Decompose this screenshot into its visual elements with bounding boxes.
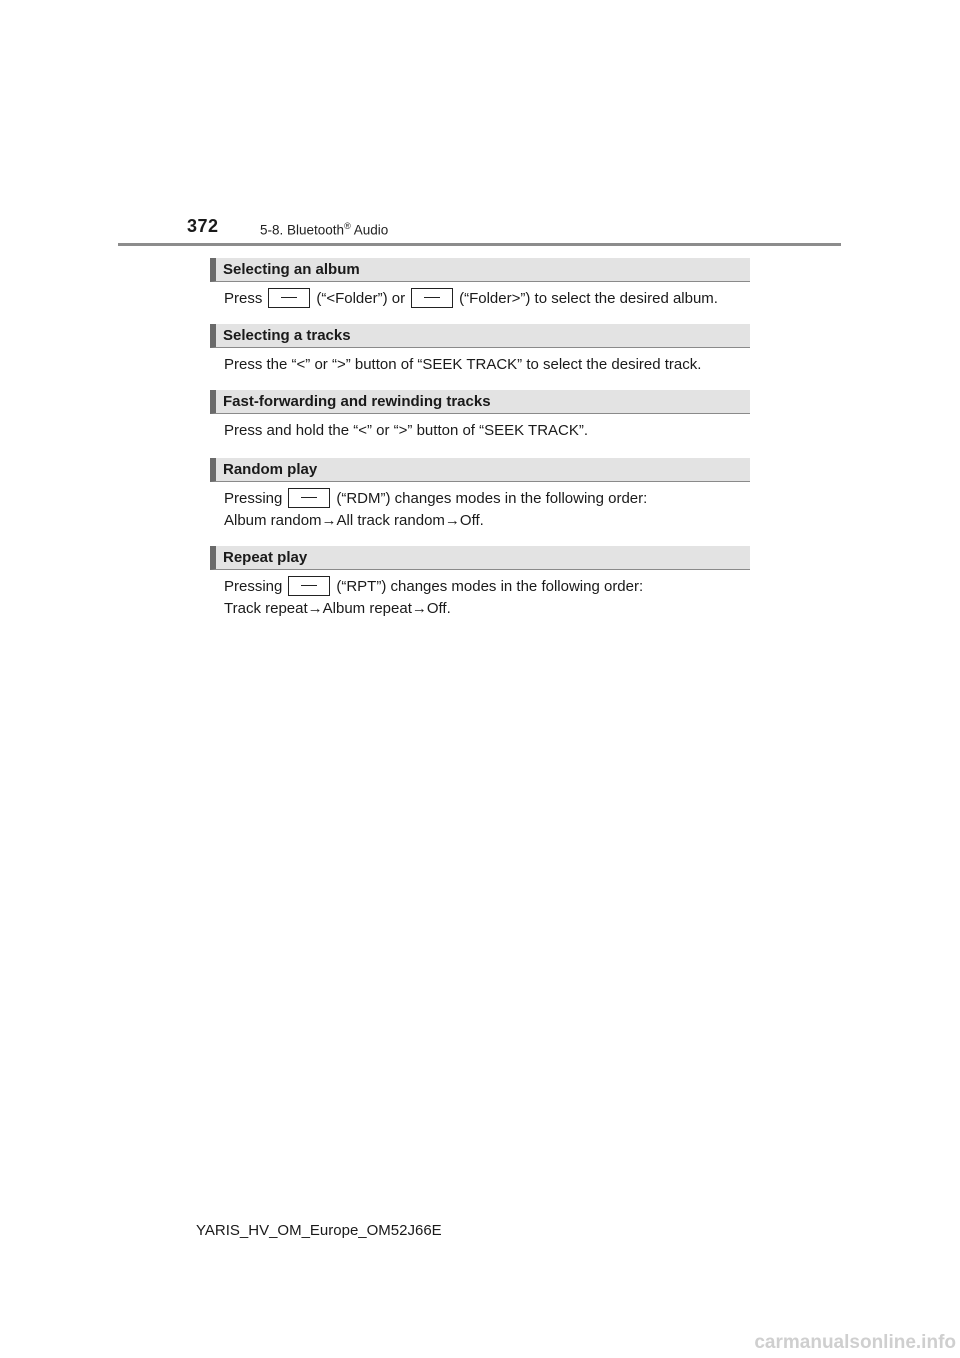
registered-mark: ® [344, 221, 351, 231]
section-prefix: 5-8. Bluetooth [260, 222, 345, 238]
section-path [260, 221, 388, 238]
folder-up-button-icon [411, 288, 453, 308]
repeat-order: Track repeat→Album repeat→Off. [224, 600, 451, 617]
album-text-mid: (“<Folder”) or [316, 290, 406, 307]
para-fast-forward: Press and hold the “<” or “>” button of “SEEK TRACK”. [224, 422, 589, 439]
album-text-after: (“Folder>”) to select the desired album. [459, 290, 718, 307]
rpt-button-icon [288, 576, 330, 596]
para-selecting-tracks: Press the “<” or “>” button of “SEEK TRACK” to select the desired track. [224, 356, 702, 373]
heading-random-play: Random play [210, 458, 750, 482]
rdm-button-icon [288, 488, 330, 508]
para-selecting-album [210, 288, 750, 310]
heading-selecting-album: Selecting an album [210, 258, 750, 282]
random-text-after: (“RDM”) changes modes in the following order: [336, 490, 648, 507]
header-rule [118, 243, 841, 246]
repeat-text-after: (“RPT”) changes modes in the following order: [336, 578, 644, 595]
folder-down-button-icon [268, 288, 310, 308]
para-repeat-play [210, 576, 750, 620]
repeat-text-before: Pressing [224, 578, 283, 595]
random-order: Album random→All track random→Off. [224, 512, 484, 529]
para-random-play [210, 488, 750, 532]
heading-fast-forward: Fast-forwarding and rewinding tracks [210, 390, 750, 414]
section-suffix: Audio [350, 222, 389, 238]
heading-selecting-tracks: Selecting a tracks [210, 324, 750, 348]
footer-doc-code: YARIS_HV_OM_Europe_OM52J66E [196, 1222, 442, 1239]
watermark: carmanualsonline.info [754, 1332, 956, 1353]
random-text-before: Pressing [224, 490, 283, 507]
album-text-before: Press [224, 290, 263, 307]
heading-repeat-play: Repeat play [210, 546, 750, 570]
page-number: 372 [187, 216, 219, 236]
content [210, 258, 750, 620]
